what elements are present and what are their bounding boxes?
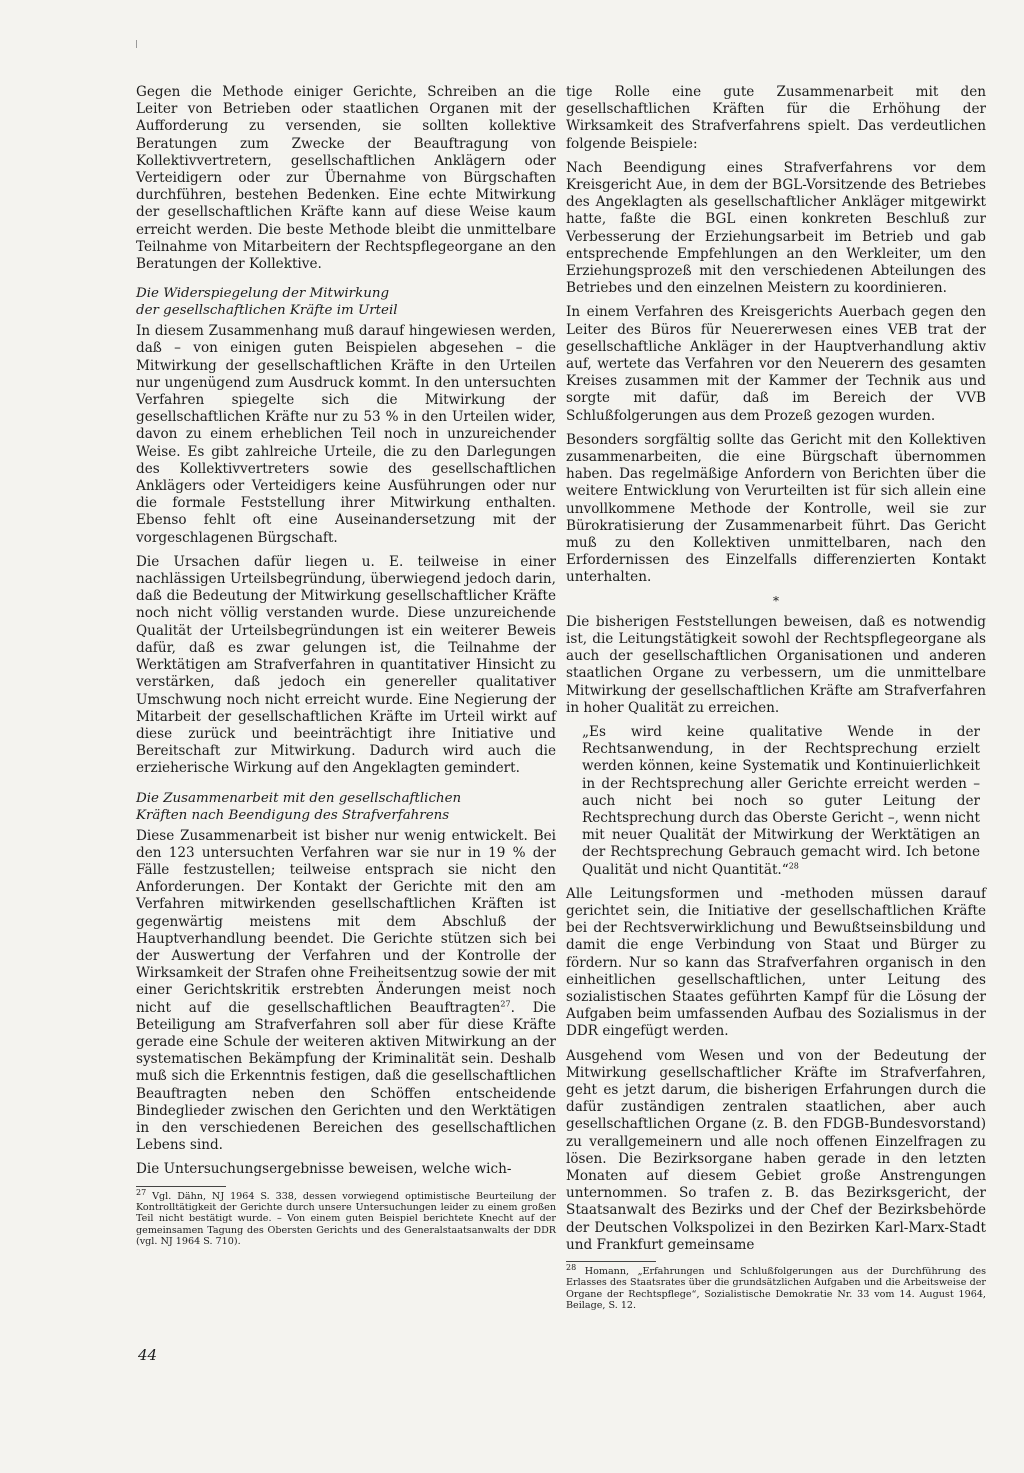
paragraph: Alle Leitungsformen und -methoden müssen darauf gerichtet sein, die Initiative der gesellschaftlichen Kräfte bei der Rechtsverwirklichung und Bewußtseinsbildung und damit die enge Verbindung von Staat und Bürger zu fördern. Nur so kann das Strafverfahren organisch in den einheitlichen gesellschaftlichen, unter Leitung des sozialistischen Staates geführten Kampf für die Lösung der Aufgaben beim umfassenden Aufbau des Sozialismus in der DDR eingefügt werden. [566, 885, 986, 1040]
paragraph: Nach Beendigung eines Strafverfahrens vor dem Kreisgericht Aue, in dem der BGL-Vorsitzende des Betriebes des Angeklagten als gesellschaftlicher Ankläger mitgewirkt hatte, faßte die BGL einen konkreten Beschluß zur Verbesserung der Erziehungsarbeit im Betrieb und gab entsprechende Empfehlungen an den Werkleiter, um den Erziehungsprozeß mit den verschiedenen Abteilungen des Betriebes und den einzelnen Meistern zu koordinieren. [566, 159, 986, 297]
paragraph: tige Rolle eine gute Zusammenarbeit mit den gesellschaftlichen Kräften für die Erhöhung der Wirksamkeit des Strafverfahrens spielt. Das verdeutlichen folgende Beispiele: [566, 84, 986, 152]
footnote-ref: 27 [500, 999, 511, 1009]
scan-mark [136, 40, 137, 48]
footnote [566, 1262, 986, 1312]
paragraph [136, 828, 556, 1155]
section-heading [136, 285, 556, 319]
footnote [136, 1187, 556, 1248]
left-column [136, 84, 556, 1248]
paragraph: Besonders sorgfältig sollte das Gericht mit den Kollektiven zusammenarbeiten, die eine Bürgschaft übernommen haben. Das regelmäßige Anfordern von Berichten über die weitere Entwicklung von Verurteilten ist für sich allein eine unvollkommene Methode der Kontrolle, weil sie zur Bürokratisierung der Zusammenarbeit führt. Das Gericht muß zu den Kollektiven unmittelbaren, nach den Erfordernissen des Einzelfalls differenzierten Kontakt unterhalten. [566, 431, 986, 586]
footnote-ref: 28 [788, 861, 799, 870]
paragraph-text: Diese Zusammenarbeit ist bisher nur wenig entwickelt. Bei den 123 untersuchten Verfahren war sie nur in 19 % der Fälle festzustellen; teilweise entsprach sie nicht den Anforderungen. Der Kontakt der Gerichte mit den am Verfahren mitwirkenden gesellschaftlichen Kräften ist gegenwärtig meistens mit dem Abschluß der Hauptverhandlung beendet. Die Gerichte stützen sich bei der Auswertung der Verfahren und der Kontrolle der Wirksamkeit der Strafen ohne Freiheitsentzug sowie der mit einer Gerichtskritik erstrebten Änderungen meist noch nicht auf die gesellschaftlichen Beauftragten [136, 827, 556, 1016]
section-heading [136, 790, 556, 824]
footnote-text: Homann, „Erfahrungen und Schlußfolgerungen aus der Durchführung des Erlasses des Staatsrates über die grundsätzlichen Aufgaben und die Arbeitsweise der Organe der Rechtspflege“, Sozialistische Demokratie Nr. 33 vom 14. August 1964, Beilage, S. 12. [566, 1266, 986, 1312]
paragraph: Ausgehend vom Wesen und von der Bedeutung der Mitwirkung gesellschaftlicher Kräfte im Strafverfahren, geht es jetzt darum, die bisherigen Erfahrungen durch die dafür zuständigen zentralen staatlichen, aber auch gesellschaftlichen Organe (z. B. den FDGB-Bundesvorstand) zu verallgemeinern und alle noch offenen Einzelfragen zu lösen. Die Bezirksorgane haben gerade in den letzten Monaten auf diesem Gebiet große Anstrengungen unternommen. So trafen z. B. das Bezirksgericht, der Staatsanwalt des Bezirks und der Chef der Bezirksbehörde der Deutschen Volkspolizei in den Bezirken Karl-Marx-Stadt und Frankfurt gemeinsame [566, 1047, 986, 1253]
paragraph: In diesem Zusammenhang muß darauf hingewiesen werden, daß – von einigen guten Beispielen abgesehen – die Mitwirkung der gesellschaftlichen Kräfte in den Urteilen nur ungenügend zum Ausdruck kommt. In den untersuchten Verfahren spiegelte sich die Mitwirkung der gesellschaftlichen Kräfte nur zu 53 % in den Urteilen wider, davon zu einem erheblichen Teil noch in unzureichender Weise. Es gibt zahlreiche Urteile, die zu den Darlegungen des Kollektivvertreters sowie des gesellschaftlichen Anklägers oder Verteidigers keine Ausführungen oder nur die formale Feststellung ihrer Mitwirkung enthalten. Ebenso fehlt oft eine Auseinandersetzung mit der vorgeschlagenen Bürgschaft. [136, 323, 556, 546]
footnote-text: Vgl. Dähn, NJ 1964 S. 338, dessen vorwiegend optimistische Beurteilung der Kontrolltätigkeit der Gerichte durch unsere Untersuchungen leider zu einem großen Teil nicht bestätigt wurde. – Von einem guten Beispiel berichtete Knecht auf der gemeinsamen Tagung des Obersten Gerichts und des Generalstaatsanwalts der DDR (vgl. NJ 1964 S. 710). [136, 1190, 556, 1248]
paragraph: In einem Verfahren des Kreisgerichts Auerbach gegen den Leiter des Büros für Neuererwesen eines VEB trat der gesellschaftliche Ankläger in der Hauptverhandlung aktiv auf, wertete das Verfahren vor den Neuerern des gesamten Kreises zusammen mit der Kammer der Technik aus und sorgte mit dafür, daß im Bereich der VVB Schlußfolgerungen aus dem Prozeß gezogen wurden. [566, 304, 986, 424]
block-quote [566, 724, 986, 879]
right-column [566, 84, 986, 1312]
footnote-divider [566, 1261, 656, 1262]
section-separator: * [773, 593, 779, 608]
footnote-number: 28 [566, 1262, 577, 1272]
section-heading-line: der gesellschaftlichen Kräfte im Urteil [136, 303, 398, 319]
paragraph: Gegen die Methode einiger Gerichte, Schreiben an die Leiter von Betrieben oder staatlichen Organen mit der Aufforderung zu versenden, sie sollten kollektive Beratungen zum Zwecke der Beauftragung von Kollektivvertretern, gesellschaftlichen Anklägern oder Verteidigern oder zur Übernahme von Bürgschaften durchführen, bestehen Bedenken. Eine echte Mitwirkung der gesellschaftlichen Kräfte kann auf diese Weise kaum erreicht werden. Die beste Methode bleibt die unmittelbare Teilnahme von Mitarbeitern der Rechtspflegeorgane an den Beratungen der Kollektive. [136, 84, 556, 273]
page-number: 44 [138, 1346, 158, 1364]
quote-text: „Es wird keine qualitative Wende in der Rechtsanwendung, in der Rechtsprechung erzielt werden können, keine Systematik und Kontinuierlichkeit in der Rechtsprechung aller Gerichte erreicht werden – auch nicht bei noch so guter Leitung der Rechtsprechung durch das Oberste Gericht –, wenn nicht mit neuer Qualität der Mitwirkung der Werktätigen an der Rechtsprechung Gebrauch gemacht wird. Ich betone Qualität und nicht Quantität.“ [582, 723, 980, 878]
paragraph: Die Ursachen dafür liegen u. E. teilweise in einer nachlässigen Urteilsbegründung, überwiegend jedoch darin, daß die Bedeutung der Mitwirkung gesellschaftlicher Kräfte noch nicht völlig verstanden wurde. Diese unzureichende Qualität der Urteilsbegründungen ist ein weiterer Beweis dafür, daß es zwar gelungen ist, die Teilnahme der Werktätigen am Strafverfahren in quantitativer Hinsicht zu verstärken, daß jedoch ein genereller qualitativer Umschwung noch nicht erreicht wurde. Eine Negierung der Mitarbeit der gesellschaftlichen Kräfte im Urteil wirkt auf diese zurück und beeinträchtigt ihre Initiative und Bereitschaft zur Mitwirkung. Dadurch wird auch die erzieherische Wirkung auf den Angeklagten gemindert. [136, 553, 556, 777]
paragraph: Die Untersuchungsergebnisse beweisen, welche wich- [136, 1161, 512, 1178]
footnote-number: 27 [136, 1187, 147, 1197]
section-heading-line: Die Zusammenarbeit mit den gesellschaftlichen [136, 790, 462, 806]
paragraph-text: . Die Beteiligung am Strafverfahren soll aber für diese Kräfte gerade eine Schule der weiteren aktiven Mitwirkung an der systematischen Bekämpfung der Kriminalität sein. Deshalb muß sich die Erkenntnis festigen, daß die gesellschaftlichen Beauftragten neben den Schöffen entscheidende Bindeglieder zwischen den Gerichten und den Werktätigen in den verschiedenen Bereichen des gesellschaftlichen Lebens sind. [136, 999, 556, 1154]
section-heading-line: Die Widerspiegelung der Mitwirkung [136, 286, 390, 302]
paragraph: Die bisherigen Feststellungen beweisen, daß es notwendig ist, die Leitungstätigkeit sowohl der Rechtspflegeorgane als auch der gesellschaftlichen Organisationen und anderen staatlichen Organe zu verbessern, um die unmittelbare Mitwirkung der gesellschaftlichen Kräfte am Strafverfahren in hoher Qualität zu erreichen. [566, 613, 986, 716]
section-heading-line: Kräften nach Beendigung des Strafverfahrens [136, 807, 450, 823]
footnote-divider [136, 1186, 226, 1187]
